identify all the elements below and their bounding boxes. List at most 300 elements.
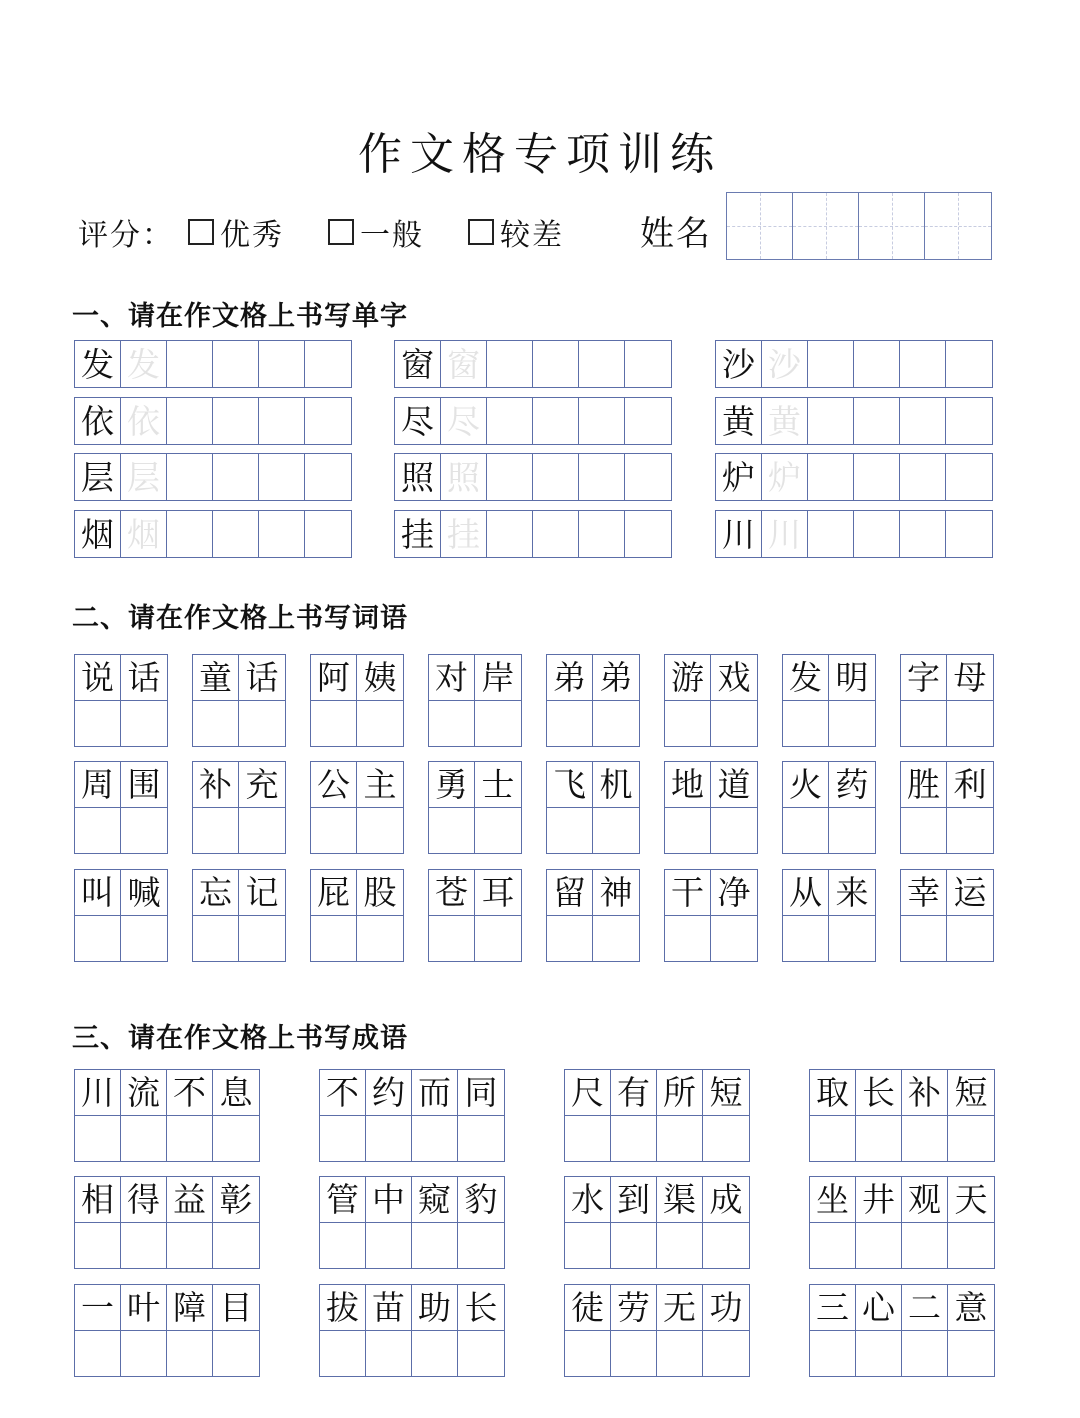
practice-cell[interactable]: [458, 1223, 504, 1268]
model-char-cell: 尽: [395, 398, 441, 444]
practice-cell[interactable]: [665, 808, 711, 853]
practice-cell[interactable]: [625, 398, 671, 444]
practice-cell[interactable]: [900, 454, 946, 500]
practice-cell[interactable]: [900, 511, 946, 557]
idiom-block: [319, 1284, 505, 1377]
practice-cell[interactable]: [311, 701, 357, 746]
page-title: 作文格专项训练: [358, 129, 722, 180]
idiom-model-row: [565, 1177, 749, 1222]
practice-cell[interactable]: [665, 701, 711, 746]
word-practice-row: [429, 807, 521, 853]
practice-cell[interactable]: [305, 341, 351, 387]
name-cell[interactable]: [925, 193, 991, 259]
practice-cell[interactable]: [259, 341, 305, 387]
name-input-grid[interactable]: [726, 192, 992, 260]
trace-char-cell[interactable]: 炉: [762, 454, 808, 500]
word-practice-row: [665, 915, 757, 961]
practice-cell[interactable]: [487, 398, 533, 444]
trace-char-cell[interactable]: 发: [121, 341, 167, 387]
practice-cell[interactable]: [611, 1331, 657, 1376]
practice-cell[interactable]: [901, 701, 947, 746]
idiom-block: [319, 1176, 505, 1269]
idiom-practice-row: [75, 1330, 259, 1376]
practice-cell[interactable]: [611, 1223, 657, 1268]
practice-cell[interactable]: [856, 1331, 902, 1376]
practice-cell[interactable]: [320, 1116, 366, 1161]
practice-cell[interactable]: [657, 1223, 703, 1268]
practice-cell[interactable]: [412, 1331, 458, 1376]
word-model-row: [311, 870, 403, 915]
idiom-block: [319, 1069, 505, 1162]
practice-cell[interactable]: [193, 808, 239, 853]
practice-cell[interactable]: [533, 454, 579, 500]
practice-cell[interactable]: [711, 701, 757, 746]
practice-cell[interactable]: [167, 1223, 213, 1268]
idiom-char-cell: 无: [657, 1285, 703, 1330]
practice-cell[interactable]: [901, 808, 947, 853]
practice-cell[interactable]: [946, 511, 992, 557]
practice-cell[interactable]: [213, 1331, 259, 1376]
practice-cell[interactable]: [213, 1116, 259, 1161]
practice-cell[interactable]: [167, 1331, 213, 1376]
practice-cell[interactable]: [579, 454, 625, 500]
trace-char-cell[interactable]: 窗: [441, 341, 487, 387]
practice-cell[interactable]: [565, 1331, 611, 1376]
word-char-cell: 苍: [429, 870, 475, 915]
word-practice-row: [311, 700, 403, 746]
practice-cell[interactable]: [902, 1223, 948, 1268]
idiom-char-cell: 功: [709, 1288, 743, 1327]
model-char-cell: 照: [395, 454, 441, 500]
single-char-row: [715, 453, 993, 501]
practice-cell[interactable]: [810, 1116, 856, 1161]
idiom-char-cell: 拔: [320, 1285, 366, 1330]
trace-char-cell[interactable]: 沙: [762, 341, 808, 387]
idiom-char-cell: 水: [565, 1177, 611, 1222]
practice-cell[interactable]: [854, 341, 900, 387]
practice-cell[interactable]: [412, 1116, 458, 1161]
practice-cell[interactable]: [121, 1331, 167, 1376]
idiom-block: [74, 1069, 260, 1162]
idiom-char-cell: 中: [366, 1177, 412, 1222]
trace-char-cell[interactable]: 尽: [441, 398, 487, 444]
practice-cell[interactable]: [75, 916, 121, 961]
practice-cell[interactable]: [948, 1223, 994, 1268]
practice-cell[interactable]: [547, 808, 593, 853]
word-block: [428, 761, 522, 854]
word-practice-row: [901, 915, 993, 961]
practice-cell[interactable]: [357, 701, 403, 746]
practice-cell[interactable]: [579, 511, 625, 557]
practice-cell[interactable]: [829, 916, 875, 961]
practice-cell[interactable]: [239, 701, 285, 746]
practice-cell[interactable]: [533, 398, 579, 444]
practice-cell[interactable]: [429, 916, 475, 961]
idiom-char-cell: 障: [167, 1285, 213, 1330]
practice-cell[interactable]: [547, 916, 593, 961]
practice-cell[interactable]: [946, 454, 992, 500]
word-block: [428, 654, 522, 747]
idiom-block: [809, 1176, 995, 1269]
word-model-row: [665, 655, 757, 700]
practice-cell[interactable]: [305, 511, 351, 557]
practice-cell[interactable]: [429, 701, 475, 746]
word-char-cell: 来: [835, 873, 869, 912]
model-char-cell: 层: [75, 454, 121, 500]
idiom-practice-row: [565, 1115, 749, 1161]
practice-cell[interactable]: [259, 454, 305, 500]
idiom-model-row: [810, 1285, 994, 1330]
practice-cell[interactable]: [579, 398, 625, 444]
practice-cell[interactable]: [213, 341, 259, 387]
word-char-cell: 耳: [481, 873, 515, 912]
word-practice-row: [429, 915, 521, 961]
practice-cell[interactable]: [366, 1116, 412, 1161]
word-practice-row: [429, 700, 521, 746]
idiom-model-row: [75, 1070, 259, 1115]
practice-cell[interactable]: [593, 701, 639, 746]
practice-cell[interactable]: [810, 1223, 856, 1268]
practice-cell[interactable]: [810, 1331, 856, 1376]
word-char-cell: 道: [717, 765, 751, 804]
practice-cell[interactable]: [703, 1116, 749, 1161]
trace-char-cell[interactable]: 照: [441, 454, 487, 500]
word-char-cell: 机: [599, 765, 633, 804]
practice-cell[interactable]: [783, 701, 829, 746]
idiom-char-cell: 苗: [366, 1285, 412, 1330]
word-model-row: [75, 762, 167, 807]
practice-cell[interactable]: [533, 511, 579, 557]
practice-cell[interactable]: [946, 341, 992, 387]
idiom-block: [74, 1176, 260, 1269]
idiom-char-cell: 窥: [412, 1177, 458, 1222]
word-char-cell: 字: [901, 655, 947, 700]
practice-cell[interactable]: [167, 341, 213, 387]
trace-char-cell[interactable]: 川: [762, 511, 808, 557]
single-char-row: [394, 510, 672, 558]
word-char-cell: 留: [547, 870, 593, 915]
practice-cell[interactable]: [579, 341, 625, 387]
trace-char-cell[interactable]: 烟: [121, 511, 167, 557]
word-char-cell: 士: [481, 765, 515, 804]
single-char-row: [74, 397, 352, 445]
practice-cell[interactable]: [193, 701, 239, 746]
word-model-row: [193, 655, 285, 700]
practice-cell[interactable]: [829, 808, 875, 853]
word-practice-row: [75, 915, 167, 961]
single-char-row: [715, 510, 993, 558]
idiom-block: [564, 1284, 750, 1377]
practice-cell[interactable]: [947, 808, 993, 853]
idiom-char-cell: 一: [75, 1285, 121, 1330]
word-model-row: [901, 870, 993, 915]
section-3-heading: 三、请在作文格上书写成语: [72, 1023, 408, 1054]
practice-cell[interactable]: [703, 1331, 749, 1376]
practice-cell[interactable]: [213, 511, 259, 557]
practice-cell[interactable]: [213, 1223, 259, 1268]
idiom-char-cell: 长: [856, 1070, 902, 1115]
practice-cell[interactable]: [854, 511, 900, 557]
practice-cell[interactable]: [565, 1116, 611, 1161]
word-char-cell: 利: [953, 765, 987, 804]
word-practice-row: [193, 915, 285, 961]
practice-cell[interactable]: [900, 341, 946, 387]
word-char-cell: 干: [665, 870, 711, 915]
word-block: [900, 869, 994, 962]
practice-cell[interactable]: [213, 454, 259, 500]
practice-cell[interactable]: [547, 701, 593, 746]
practice-cell[interactable]: [239, 916, 285, 961]
word-model-row: [193, 870, 285, 915]
idiom-char-cell: 相: [75, 1177, 121, 1222]
idiom-char-cell: 有: [611, 1070, 657, 1115]
practice-cell[interactable]: [901, 916, 947, 961]
practice-cell[interactable]: [487, 341, 533, 387]
practice-cell[interactable]: [259, 511, 305, 557]
idiom-block: [564, 1176, 750, 1269]
rating-label: 评分：: [78, 218, 174, 253]
word-model-row: [75, 655, 167, 700]
practice-cell[interactable]: [487, 454, 533, 500]
idiom-practice-row: [810, 1115, 994, 1161]
idiom-char-cell: 目: [219, 1288, 253, 1327]
practice-cell[interactable]: [625, 341, 671, 387]
name-cell[interactable]: [793, 193, 859, 259]
practice-cell[interactable]: [75, 1223, 121, 1268]
word-model-row: [783, 870, 875, 915]
practice-cell[interactable]: [357, 808, 403, 853]
practice-cell[interactable]: [475, 701, 521, 746]
practice-cell[interactable]: [412, 1223, 458, 1268]
practice-cell[interactable]: [946, 398, 992, 444]
trace-char-cell[interactable]: 层: [121, 454, 167, 500]
practice-cell[interactable]: [783, 916, 829, 961]
idiom-char-cell: 到: [611, 1177, 657, 1222]
idiom-char-cell: 劳: [611, 1285, 657, 1330]
idiom-practice-row: [75, 1222, 259, 1268]
idiom-model-row: [320, 1177, 504, 1222]
practice-cell[interactable]: [366, 1331, 412, 1376]
name-label: 姓名: [640, 214, 712, 254]
practice-cell[interactable]: [565, 1223, 611, 1268]
practice-cell[interactable]: [808, 398, 854, 444]
practice-cell[interactable]: [625, 511, 671, 557]
word-char-cell: 股: [363, 873, 397, 912]
idiom-char-cell: 叶: [121, 1285, 167, 1330]
word-practice-row: [193, 807, 285, 853]
practice-cell[interactable]: [487, 511, 533, 557]
name-cell[interactable]: [727, 193, 793, 259]
practice-cell[interactable]: [305, 398, 351, 444]
idiom-char-cell: 短: [954, 1073, 988, 1112]
word-block: [664, 654, 758, 747]
practice-cell[interactable]: [902, 1331, 948, 1376]
practice-cell[interactable]: [239, 808, 285, 853]
word-char-cell: 药: [835, 765, 869, 804]
practice-cell[interactable]: [311, 808, 357, 853]
idiom-char-cell: 约: [366, 1070, 412, 1115]
practice-cell[interactable]: [167, 398, 213, 444]
practice-cell[interactable]: [657, 1331, 703, 1376]
practice-cell[interactable]: [783, 808, 829, 853]
practice-cell[interactable]: [948, 1116, 994, 1161]
practice-cell[interactable]: [533, 341, 579, 387]
word-char-cell: 姨: [363, 658, 397, 697]
practice-cell[interactable]: [808, 454, 854, 500]
model-char-cell: 川: [716, 511, 762, 557]
practice-cell[interactable]: [121, 1116, 167, 1161]
practice-cell[interactable]: [856, 1223, 902, 1268]
practice-cell[interactable]: [948, 1331, 994, 1376]
checkbox-poor[interactable]: [468, 219, 494, 245]
word-block: [310, 869, 404, 962]
single-char-row: [74, 453, 352, 501]
practice-cell[interactable]: [593, 808, 639, 853]
rating-option-label: 一般: [360, 218, 424, 253]
single-char-row: [394, 397, 672, 445]
practice-cell[interactable]: [213, 398, 259, 444]
word-char-cell: 弟: [547, 655, 593, 700]
practice-cell[interactable]: [458, 1331, 504, 1376]
idiom-block: [74, 1284, 260, 1377]
idiom-char-cell: 助: [412, 1285, 458, 1330]
idiom-model-row: [565, 1285, 749, 1330]
word-char-cell: 地: [665, 762, 711, 807]
word-block: [546, 761, 640, 854]
word-block: [192, 869, 286, 962]
practice-cell[interactable]: [75, 701, 121, 746]
practice-cell[interactable]: [947, 701, 993, 746]
idiom-char-cell: 短: [709, 1073, 743, 1112]
checkbox-average[interactable]: [328, 219, 354, 245]
idiom-char-cell: 渠: [657, 1177, 703, 1222]
practice-cell[interactable]: [167, 1116, 213, 1161]
practice-cell[interactable]: [854, 454, 900, 500]
idiom-char-cell: 同: [464, 1073, 498, 1112]
practice-cell[interactable]: [121, 808, 167, 853]
word-char-cell: 戏: [717, 658, 751, 697]
word-char-cell: 岸: [481, 658, 515, 697]
practice-cell[interactable]: [611, 1116, 657, 1161]
practice-cell[interactable]: [458, 1116, 504, 1161]
practice-cell[interactable]: [593, 916, 639, 961]
practice-cell[interactable]: [711, 808, 757, 853]
word-char-cell: 屁: [311, 870, 357, 915]
practice-cell[interactable]: [657, 1116, 703, 1161]
word-char-cell: 发: [783, 655, 829, 700]
word-char-cell: 明: [835, 658, 869, 697]
word-char-cell: 勇: [429, 762, 475, 807]
practice-cell[interactable]: [856, 1116, 902, 1161]
trace-char-cell[interactable]: 依: [121, 398, 167, 444]
idiom-char-cell: 取: [810, 1070, 856, 1115]
rating-option-poor[interactable]: [468, 210, 564, 254]
rating-option-average[interactable]: [328, 210, 424, 254]
practice-cell[interactable]: [121, 1223, 167, 1268]
idiom-char-cell: 川: [75, 1070, 121, 1115]
model-char-cell: 依: [75, 398, 121, 444]
idiom-char-cell: 意: [954, 1288, 988, 1327]
practice-cell[interactable]: [947, 916, 993, 961]
idiom-char-cell: 长: [464, 1288, 498, 1327]
practice-cell[interactable]: [311, 916, 357, 961]
practice-cell[interactable]: [320, 1331, 366, 1376]
word-practice-row: [311, 915, 403, 961]
practice-cell[interactable]: [366, 1223, 412, 1268]
idiom-practice-row: [320, 1330, 504, 1376]
single-char-row: [394, 340, 672, 388]
practice-cell[interactable]: [711, 916, 757, 961]
practice-cell[interactable]: [259, 398, 305, 444]
trace-char-cell[interactable]: 黄: [762, 398, 808, 444]
word-char-cell: 弟: [599, 658, 633, 697]
practice-cell[interactable]: [829, 701, 875, 746]
practice-cell[interactable]: [854, 398, 900, 444]
idiom-char-cell: 观: [902, 1177, 948, 1222]
practice-cell[interactable]: [75, 1116, 121, 1161]
practice-cell[interactable]: [475, 808, 521, 853]
practice-cell[interactable]: [193, 916, 239, 961]
model-char-cell: 黄: [716, 398, 762, 444]
practice-cell[interactable]: [75, 808, 121, 853]
word-model-row: [429, 655, 521, 700]
name-cell[interactable]: [859, 193, 925, 259]
word-practice-row: [665, 700, 757, 746]
practice-cell[interactable]: [305, 454, 351, 500]
practice-cell[interactable]: [902, 1116, 948, 1161]
rating-option-excellent[interactable]: [188, 210, 284, 254]
idiom-char-cell: 补: [902, 1070, 948, 1115]
practice-cell[interactable]: [475, 916, 521, 961]
idiom-char-cell: 彰: [219, 1180, 253, 1219]
word-block: [900, 761, 994, 854]
trace-char-cell[interactable]: 挂: [441, 511, 487, 557]
idiom-char-cell: 二: [902, 1285, 948, 1330]
word-char-cell: 喊: [127, 873, 161, 912]
word-practice-row: [311, 807, 403, 853]
practice-cell[interactable]: [808, 341, 854, 387]
model-char-cell: 炉: [716, 454, 762, 500]
practice-cell[interactable]: [167, 511, 213, 557]
word-char-cell: 神: [599, 873, 633, 912]
word-block: [74, 869, 168, 962]
practice-cell[interactable]: [665, 916, 711, 961]
word-block: [428, 869, 522, 962]
idiom-char-cell: 天: [954, 1180, 988, 1219]
practice-cell[interactable]: [167, 454, 213, 500]
checkbox-excellent[interactable]: [188, 219, 214, 245]
practice-cell[interactable]: [121, 916, 167, 961]
idiom-char-cell: 不: [167, 1070, 213, 1115]
practice-cell[interactable]: [121, 701, 167, 746]
word-model-row: [547, 655, 639, 700]
practice-cell[interactable]: [808, 511, 854, 557]
practice-cell[interactable]: [357, 916, 403, 961]
model-char-cell: 发: [75, 341, 121, 387]
practice-cell[interactable]: [900, 398, 946, 444]
section-1-heading: 一、请在作文格上书写单字: [72, 301, 408, 332]
idiom-block: [564, 1069, 750, 1162]
practice-cell[interactable]: [703, 1223, 749, 1268]
idiom-char-cell: 三: [810, 1285, 856, 1330]
practice-cell[interactable]: [320, 1223, 366, 1268]
practice-cell[interactable]: [429, 808, 475, 853]
idiom-char-cell: 井: [856, 1177, 902, 1222]
practice-cell[interactable]: [625, 454, 671, 500]
practice-cell[interactable]: [75, 1331, 121, 1376]
idiom-char-cell: 益: [167, 1177, 213, 1222]
word-char-cell: 阿: [311, 655, 357, 700]
